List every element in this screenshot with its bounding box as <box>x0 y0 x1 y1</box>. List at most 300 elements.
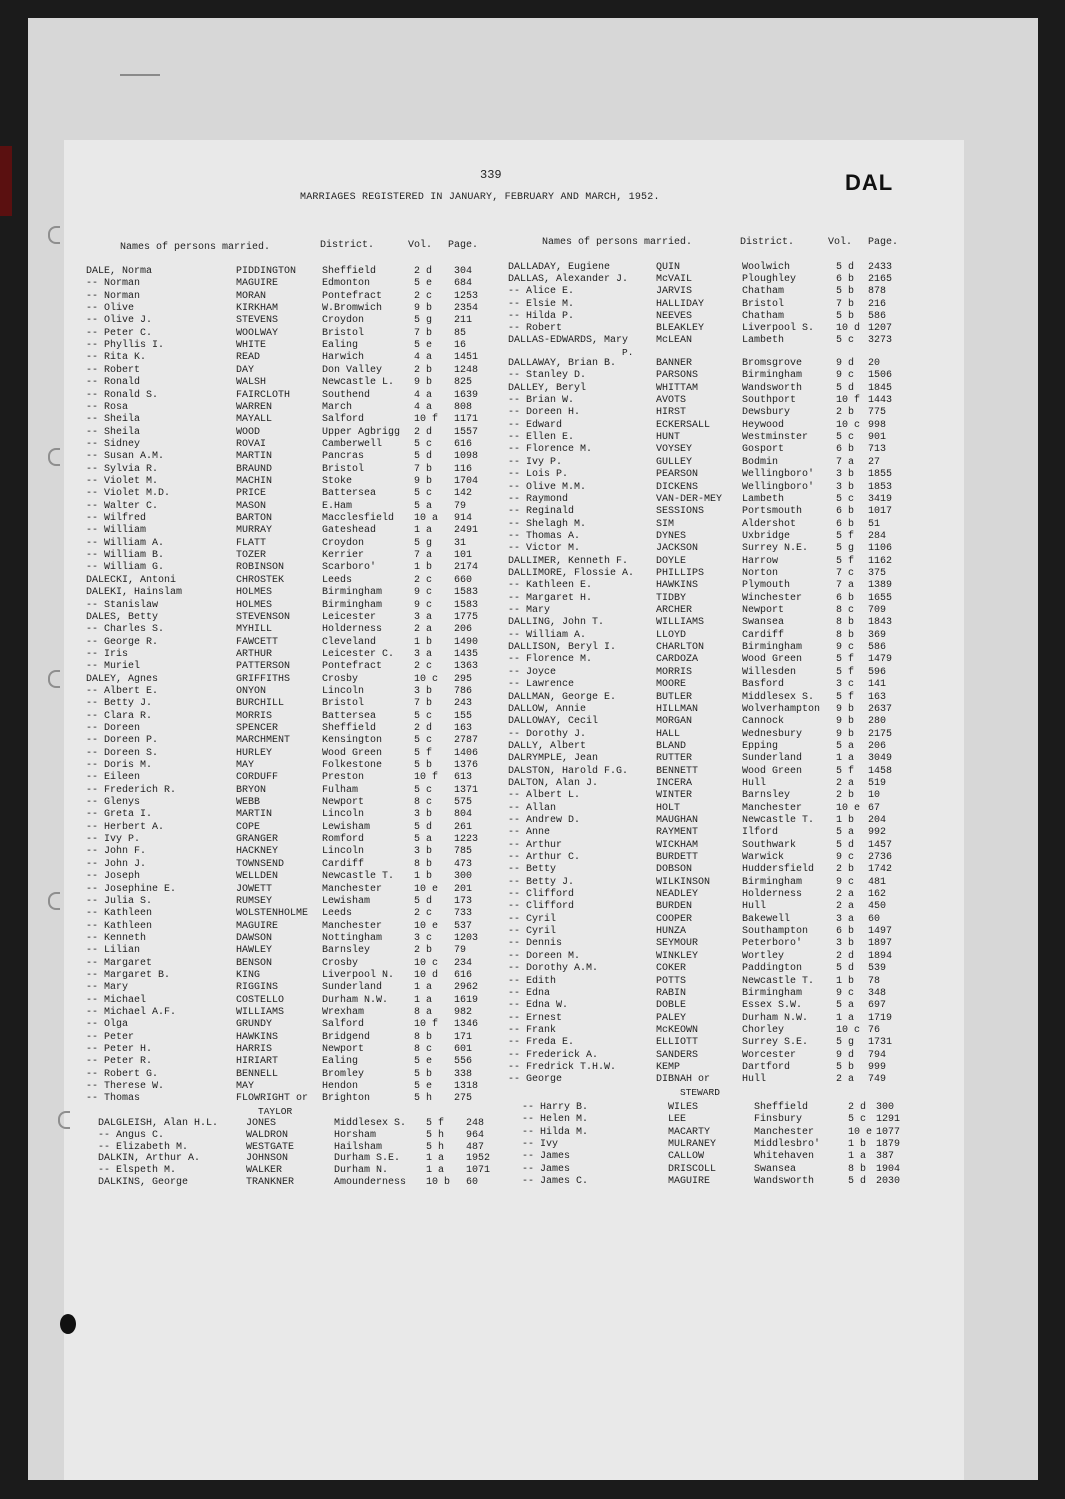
entry-name: DALECKI, Antoni <box>86 574 177 586</box>
entry-page: 51 <box>868 518 881 530</box>
entry-spouse: ROBINSON <box>236 562 285 574</box>
column-header-names: Names of persons married. <box>542 237 693 248</box>
entry-spouse: GRUNDY <box>236 1019 273 1031</box>
entry-spouse: RAYMENT <box>656 827 699 839</box>
entry-name: -- John F. <box>86 846 147 858</box>
entry-vol: 6 b <box>836 274 855 286</box>
entry-district: Manchester <box>742 802 803 814</box>
entry-district: Macclesfield <box>322 513 395 524</box>
entry-name: -- Robert <box>86 364 141 376</box>
entry-page: 1479 <box>868 654 893 666</box>
entry-vol: 5 a <box>836 740 855 752</box>
entry-vol: 5 f <box>836 654 855 666</box>
entry-name: -- Cyril <box>508 926 557 938</box>
entry-district: Paddington <box>742 963 803 975</box>
entry-spouse: HIRST <box>656 407 687 419</box>
binder-ring-mark <box>48 892 60 910</box>
entry-page: 1952 <box>466 1153 491 1165</box>
entry-name: -- Lawrence <box>508 679 575 691</box>
entry-vol: 4 a <box>414 401 433 413</box>
entry-vol: 5 a <box>836 1000 855 1012</box>
entry-name: DALLMAN, George E. <box>508 691 617 703</box>
entry-vol: 8 a <box>414 1007 433 1018</box>
entry-district: Leicester <box>322 611 377 623</box>
entry-name: -- Clifford <box>508 889 575 900</box>
entry-spouse: MORRIS <box>656 666 693 678</box>
entry-page: 375 <box>868 568 887 579</box>
entry-district: Durham N. <box>334 1165 389 1177</box>
entry-spouse: WILLIAMS <box>656 617 705 629</box>
entry-district: Battersea <box>322 710 377 722</box>
entry-page: 204 <box>868 815 887 826</box>
entry-name: -- Julia S. <box>86 895 153 907</box>
entry-name: -- Doreen S. <box>86 747 159 759</box>
entry-spouse: MORGAN <box>656 716 693 728</box>
entry-district: Wolverhampton <box>742 703 821 715</box>
entry-district: March <box>322 401 353 413</box>
entry-vol: 6 b <box>836 506 855 518</box>
entry-district: Amounderness <box>334 1177 407 1188</box>
entry-vol: 9 b <box>414 475 433 487</box>
entry-district: Wandsworth <box>742 382 803 394</box>
entry-name: -- Albert E. <box>86 685 159 697</box>
binding-tab <box>0 146 12 216</box>
entry-spouse: ECKERSALL <box>656 419 711 431</box>
entry-page: 1435 <box>454 648 479 660</box>
entry-vol: 9 c <box>836 876 855 888</box>
entry-vol: 9 b <box>836 703 855 715</box>
entry-district: Croydon <box>322 315 365 327</box>
entry-vol: 10 f <box>414 414 439 426</box>
entry-page: 1162 <box>868 555 893 567</box>
entry-spouse: MORRIS <box>236 710 273 722</box>
entry-spouse: WHITTAM <box>656 382 699 394</box>
entry-spouse: HAWLEY <box>236 945 273 957</box>
entry-vol: 8 b <box>836 629 855 641</box>
entry-vol: 2 b <box>836 864 855 876</box>
entry-district: Worcester <box>742 1049 797 1061</box>
entry-district: Wood Green <box>742 654 803 666</box>
entry-name: -- Ivy P. <box>508 456 563 468</box>
entry-page: 1291 <box>876 1114 901 1126</box>
entry-district: Hull <box>742 901 767 913</box>
entry-spouse: HILLMAN <box>656 703 699 715</box>
entry-vol: 9 c <box>836 987 855 999</box>
entry-vol: 7 b <box>414 698 433 710</box>
entry-name: -- Sheila <box>86 414 141 426</box>
entry-vol: 9 d <box>836 1049 855 1061</box>
entry-name: -- Michael A.F. <box>86 1007 177 1018</box>
entry-district: Westminster <box>742 432 809 444</box>
entry-name: DALLAS-EDWARDS, Mary <box>508 335 629 347</box>
entry-page: 1389 <box>868 580 893 592</box>
entry-vol: 9 c <box>414 599 433 611</box>
entry-page: 369 <box>868 629 887 641</box>
entry-page: 201 <box>454 883 473 895</box>
entry-page: 142 <box>454 488 473 500</box>
continuation-line: TAYLOR <box>258 1106 293 1117</box>
entry-name: -- Doreen P. <box>86 735 159 747</box>
entry-spouse: MAUGHAN <box>656 815 699 826</box>
entry-vol: 5 f <box>836 666 855 678</box>
entry-page: 1904 <box>876 1163 901 1175</box>
entry-spouse: DAWSON <box>236 932 273 944</box>
entry-district: Lambeth <box>742 493 785 505</box>
entry-spouse: HARRIS <box>236 1044 273 1055</box>
entry-page: 1203 <box>454 932 479 944</box>
entry-name: -- Elspeth M. <box>98 1165 177 1177</box>
entry-name: -- Iris <box>86 648 129 660</box>
entry-name: -- Peter H. <box>86 1044 153 1055</box>
entry-name: -- Victor M. <box>508 543 581 555</box>
entry-spouse: BURDEN <box>656 901 693 913</box>
entry-vol: 3 b <box>414 809 433 821</box>
entry-name: -- Freda E. <box>508 1037 575 1049</box>
entry-district: Pontefract <box>322 290 383 302</box>
entry-vol: 2 a <box>836 889 855 900</box>
entry-name: -- Olga <box>86 1019 129 1031</box>
entry-vol: 10 e <box>836 802 861 814</box>
entry-name: -- Phyllis I. <box>86 340 165 352</box>
entry-vol: 5 c <box>414 710 433 722</box>
entry-spouse: HUNZA <box>656 926 687 938</box>
entry-name: -- Allan <box>508 802 557 814</box>
entry-vol: 3 b <box>836 481 855 493</box>
entry-vol: 8 c <box>414 797 433 808</box>
column-header-vol: Vol. <box>408 240 433 251</box>
entry-page: 1406 <box>454 747 479 759</box>
entry-page: 243 <box>454 698 473 710</box>
entry-page: 206 <box>454 624 473 636</box>
entry-vol: 2 d <box>848 1102 867 1113</box>
entry-vol: 9 c <box>836 370 855 382</box>
entry-district: Harwich <box>322 352 365 364</box>
entry-spouse: ARTHUR <box>236 648 273 660</box>
entry-vol: 1 a <box>836 1012 855 1024</box>
entry-name: -- George R. <box>86 636 159 648</box>
entry-name: -- Betty <box>508 864 557 876</box>
entry-vol: 10 c <box>836 419 861 431</box>
entry-district: Middlesex S. <box>334 1118 407 1129</box>
entry-name: DALLING, John T. <box>508 617 605 629</box>
entry-district: Sunderland <box>742 753 803 765</box>
entry-vol: 5 d <box>414 821 433 833</box>
entry-district: Romford <box>322 834 365 846</box>
entry-district: Bridgend <box>322 1031 371 1043</box>
entry-page: 519 <box>868 777 887 789</box>
entry-name: -- Olive <box>86 303 135 315</box>
entry-vol: 3 c <box>414 932 433 944</box>
entry-spouse: MURRAY <box>236 525 273 537</box>
entry-district: E.Ham <box>322 500 353 512</box>
entry-vol: 5 e <box>414 278 433 290</box>
entry-spouse: VAN-DER-MEY <box>656 493 723 505</box>
entry-vol: 1 b <box>414 562 433 574</box>
entry-name: -- Shelagh M. <box>508 518 587 530</box>
entry-vol: 7 b <box>414 463 433 475</box>
entry-name: -- Florence M. <box>508 444 593 456</box>
entry-name: DALKINS, George <box>98 1177 189 1188</box>
entry-page: 2030 <box>876 1175 901 1187</box>
entry-district: Brighton <box>322 1093 371 1105</box>
entry-district: Hendon <box>322 1081 359 1093</box>
entry-spouse: WALDRON <box>246 1129 289 1141</box>
entry-district: Preston <box>322 772 365 784</box>
entry-name: -- Andrew D. <box>508 815 581 826</box>
entry-spouse: CALLOW <box>668 1151 705 1163</box>
entry-district: Surrey N.E. <box>742 543 809 555</box>
entry-page: 804 <box>454 809 473 821</box>
entry-page: 616 <box>454 969 473 981</box>
entry-district: Wood Green <box>322 747 383 759</box>
entry-vol: 1 a <box>414 525 433 537</box>
entry-page: 163 <box>454 723 473 734</box>
entry-page: 2174 <box>454 562 479 574</box>
entry-district: Durham N.W. <box>742 1012 809 1024</box>
entry-district: Chatham <box>742 286 785 298</box>
entry-name: DALTON, Alan J. <box>508 777 599 789</box>
entry-district: Salford <box>322 414 365 426</box>
entry-vol: 5 d <box>836 382 855 394</box>
entry-page: 348 <box>868 987 887 999</box>
entry-district: Middlesbro' <box>754 1138 821 1150</box>
entry-spouse: CORDUFF <box>236 772 279 784</box>
entry-name: -- Dennis <box>508 938 563 950</box>
entry-spouse: KING <box>236 969 261 981</box>
entry-spouse: MACARTY <box>668 1126 711 1138</box>
entry-district: Bodmin <box>742 456 779 468</box>
entry-page: 10 <box>868 790 881 802</box>
entry-vol: 10 a <box>414 513 439 524</box>
entry-name: -- Doreen H. <box>508 407 581 419</box>
entry-page: 1248 <box>454 364 479 376</box>
entry-page: 20 <box>868 358 881 369</box>
entry-page: 901 <box>868 432 887 444</box>
entry-district: Hailsham <box>334 1141 383 1153</box>
entry-spouse: LEE <box>668 1114 687 1126</box>
entry-district: Camberwell <box>322 438 383 450</box>
entry-district: Cannock <box>742 716 785 728</box>
entry-page: 481 <box>868 876 887 888</box>
entry-page: 1583 <box>454 599 479 611</box>
entry-district: Basford <box>742 679 785 691</box>
entry-name: -- Stanislaw <box>86 599 159 611</box>
entry-vol: 5 f <box>426 1118 445 1129</box>
entry-district: Bristol <box>322 327 365 339</box>
entry-spouse: WINTER <box>656 790 693 802</box>
entry-name: DALES, Betty <box>86 611 159 623</box>
entry-vol: 10 e <box>848 1126 873 1138</box>
entry-spouse: JACKSON <box>656 543 699 555</box>
entry-name: -- Joyce <box>508 666 557 678</box>
entry-page: 78 <box>868 975 881 987</box>
entry-vol: 10 d <box>836 323 861 334</box>
entry-page: 709 <box>868 605 887 616</box>
entry-page: 2962 <box>454 982 479 994</box>
entry-name: -- Lilian <box>86 945 141 957</box>
entry-spouse: COOPER <box>656 913 693 925</box>
entry-district: Scarboro' <box>322 562 377 574</box>
entry-spouse: ROVAI <box>236 438 267 450</box>
entry-name: -- William G. <box>86 562 165 574</box>
entry-vol: 9 b <box>414 303 433 315</box>
entry-spouse: WEBB <box>236 797 261 808</box>
entry-vol: 7 a <box>836 580 855 592</box>
entry-name: -- Betty J. <box>86 698 153 710</box>
entry-spouse: BANNER <box>656 358 693 369</box>
entry-page: 261 <box>454 821 473 833</box>
entry-name: -- Elizabeth M. <box>98 1141 189 1153</box>
entry-district: Whitehaven <box>754 1151 815 1163</box>
entry-name: -- Edith <box>508 975 557 987</box>
entry-vol: 5 e <box>414 1056 433 1068</box>
entry-spouse: RIGGINS <box>236 982 279 994</box>
entry-page: 1017 <box>868 506 893 518</box>
entry-spouse: MAYALL <box>236 414 273 426</box>
entry-vol: 5 g <box>836 543 855 555</box>
entry-name: DALLOW, Annie <box>508 703 587 715</box>
entry-name: DALEY, Agnes <box>86 673 159 685</box>
entry-name: DALLIMORE, Flossie A. <box>508 568 635 579</box>
entry-vol: 8 b <box>848 1163 867 1175</box>
entry-spouse: WILES <box>668 1102 699 1113</box>
entry-name: -- Kathleen E. <box>508 580 593 592</box>
entry-district: Folkestone <box>322 760 383 771</box>
entry-vol: 10 b <box>426 1177 451 1188</box>
entry-district: Birmingham <box>322 599 383 611</box>
entry-district: Holderness <box>742 889 803 900</box>
entry-vol: 2 d <box>414 723 433 734</box>
entry-spouse: PEARSON <box>656 469 699 481</box>
entry-name: -- Kathleen <box>86 908 153 920</box>
entry-name: -- Arthur C. <box>508 852 581 863</box>
entry-district: Ploughley <box>742 274 797 286</box>
entry-district: Plymouth <box>742 580 791 592</box>
entry-page: 713 <box>868 444 887 456</box>
entry-name: -- Edna W. <box>508 1000 569 1012</box>
entry-name: -- Betty J. <box>508 876 575 888</box>
entry-page: 141 <box>868 679 887 691</box>
entry-page: 2637 <box>868 703 893 715</box>
entry-district: Gosport <box>742 444 785 456</box>
entry-vol: 1 b <box>836 975 855 987</box>
entry-spouse: QUIN <box>656 262 681 273</box>
punch-hole <box>60 1314 76 1334</box>
entry-spouse: MARTIN <box>236 451 273 463</box>
entry-vol: 3 b <box>836 938 855 950</box>
entry-name: -- Violet M. <box>86 475 159 487</box>
entry-vol: 5 c <box>836 432 855 444</box>
entry-district: Southport <box>742 395 797 407</box>
entry-page: 601 <box>454 1044 473 1055</box>
entry-page: 1639 <box>454 389 479 401</box>
entry-name: -- Peter C. <box>86 327 153 339</box>
entry-spouse: SEYMOUR <box>656 938 699 950</box>
entry-district: Manchester <box>754 1126 815 1138</box>
entry-name: -- Mary <box>86 982 129 994</box>
entry-spouse: BURCHILL <box>236 698 285 710</box>
entry-page: 660 <box>454 574 473 586</box>
entry-spouse: MASON <box>236 500 267 512</box>
entry-name: -- Thomas <box>86 1093 141 1105</box>
entry-name: -- Michael <box>86 994 147 1006</box>
entry-spouse: BLAND <box>656 740 687 752</box>
entry-page: 1719 <box>868 1012 893 1024</box>
entry-district: Lewisham <box>322 821 371 833</box>
entry-spouse: INCERA <box>656 777 693 789</box>
binder-ring-mark <box>48 448 60 466</box>
entry-spouse: HOLMES <box>236 599 273 611</box>
entry-name: -- Ivy <box>522 1138 559 1150</box>
entry-vol: 7 b <box>836 298 855 310</box>
entry-spouse: TOWNSEND <box>236 858 285 870</box>
entry-vol: 2 a <box>414 624 433 636</box>
entry-spouse: WILKINSON <box>656 876 711 888</box>
entry-name: DALSTON, Harold F.G. <box>508 765 629 777</box>
entry-spouse: GRIFFITHS <box>236 673 291 685</box>
entry-page: 2491 <box>454 525 479 537</box>
entry-district: Durham S.E. <box>334 1153 401 1165</box>
entry-vol: 6 b <box>836 926 855 938</box>
entry-spouse: NEADLEY <box>656 889 699 900</box>
entry-spouse: WINKLEY <box>656 950 699 962</box>
entry-page: 1619 <box>454 994 479 1006</box>
entry-district: Barnsley <box>742 790 791 802</box>
entry-page: 586 <box>868 642 887 653</box>
entry-name: -- Albert L. <box>508 790 581 802</box>
entry-vol: 5 b <box>414 760 433 771</box>
entry-name: -- Stanley D. <box>508 370 587 382</box>
entry-page: 234 <box>454 957 473 969</box>
entry-district: Birmingham <box>322 587 383 599</box>
entry-district: W.Bromwich <box>322 303 383 315</box>
entry-spouse: GULLEY <box>656 456 693 468</box>
entry-page: 613 <box>454 772 473 784</box>
entry-vol: 5 b <box>836 1061 855 1073</box>
entry-district: Newcastle L. <box>322 377 395 389</box>
entry-spouse: RUMSEY <box>236 895 273 907</box>
entry-vol: 5 f <box>836 555 855 567</box>
entry-name: -- Elsie M. <box>508 298 575 310</box>
entry-spouse: MORAN <box>236 290 267 302</box>
entry-vol: 3 b <box>414 846 433 858</box>
entry-name: -- Edna <box>508 987 551 999</box>
entry-district: Newcastle T. <box>322 871 395 883</box>
entry-spouse: MYHILL <box>236 624 273 636</box>
entry-spouse: FLATT <box>236 537 267 549</box>
entry-page: 785 <box>454 846 473 858</box>
entry-vol: 1 b <box>414 636 433 648</box>
entry-district: Crosby <box>322 673 359 685</box>
entry-page: 116 <box>454 463 473 475</box>
entry-vol: 2 b <box>836 407 855 419</box>
entry-district: Cardiff <box>742 629 785 641</box>
entry-page: 284 <box>868 530 887 542</box>
entry-district: Sheffield <box>322 723 377 734</box>
entry-name: DALLIMER, Kenneth F. <box>508 555 629 567</box>
entry-vol: 10 f <box>414 772 439 784</box>
entry-page: 1894 <box>868 950 893 962</box>
entry-vol: 5 d <box>836 839 855 851</box>
entry-spouse: PARSONS <box>656 370 699 382</box>
entry-district: Portsmouth <box>742 506 803 518</box>
entry-spouse: DICKENS <box>656 481 699 493</box>
entry-district: Bromley <box>322 1068 365 1080</box>
entry-spouse: ARCHER <box>656 605 693 616</box>
entry-name: -- James <box>522 1151 571 1163</box>
entry-district: Ealing <box>322 1056 359 1068</box>
entry-spouse: TIDBY <box>656 592 687 604</box>
